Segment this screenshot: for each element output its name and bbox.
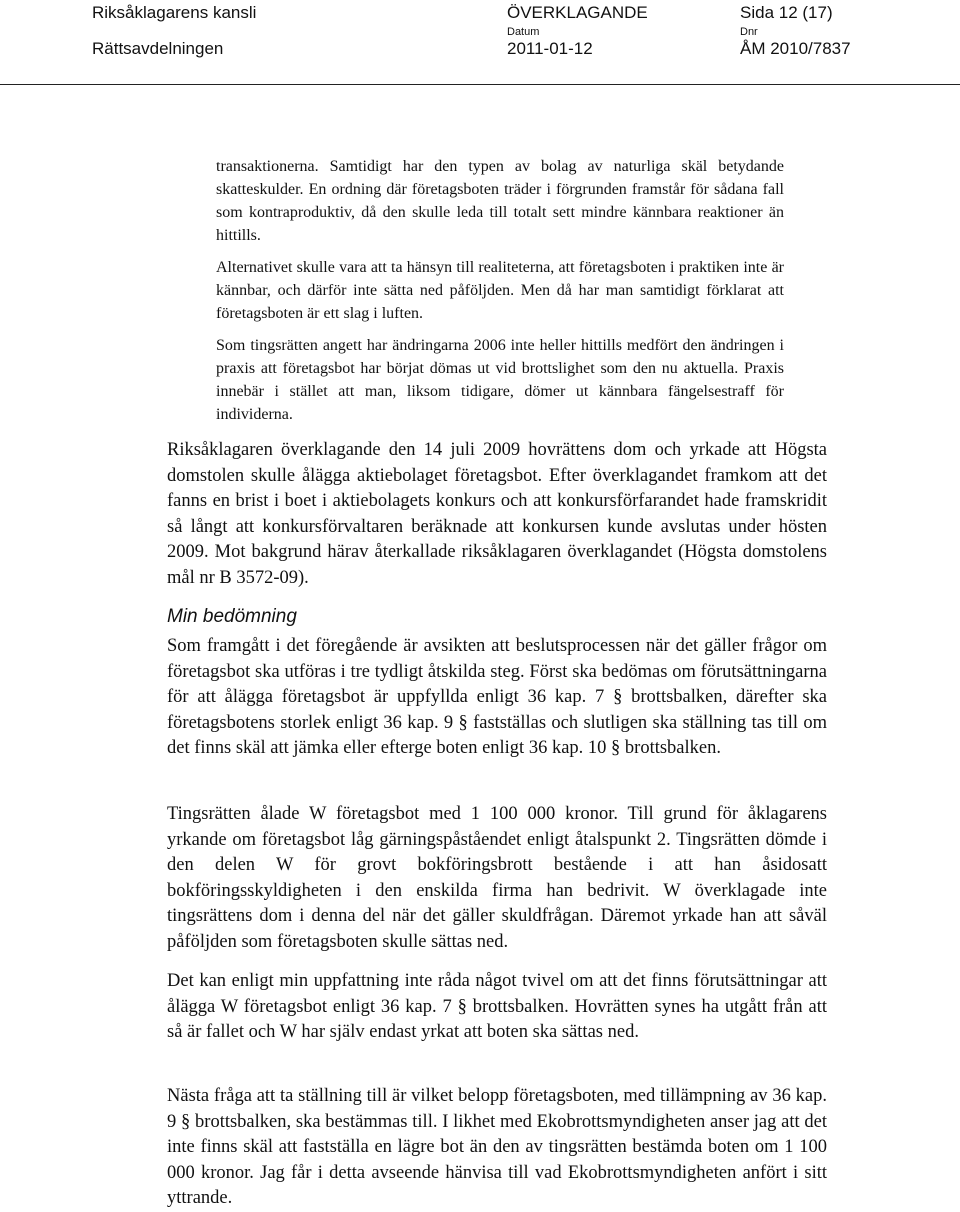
quote-paragraph-3: Som tingsrätten angett har ändringarna 2006 inte heller hittills medfört den ändringen i praxis att företagsbot har börjat dömas ut vid brottslighet som den nu aktuella. Praxis innebär i stället att man, liksom tidigare, dömer ut kännbara fängelsestraff för individerna. — [216, 337, 784, 423]
dnr-value: ÅM 2010/7837 — [740, 39, 851, 58]
body-paragraph-3: Tingsrätten ålade W företagsbot med 1 100 000 kronor. Till grund för åklagarens yrkande om företagsbot låg gärningspåståendet enligt åtalspunkt 2. Tingsrätten dömde i den delen W för grovt bokföringsbrott bestående i att han åsidosatt bokföringsskyldigheten i den enskilda firma han bedrivit. W överklagade inte tingsrättens dom i denna del när det gäller skuldfrågan. Däremot yrkade han att såväl påföljden som företagsboten skulle sättas ned. — [167, 804, 827, 952]
page-number: Sida 12 (17) — [740, 3, 833, 22]
body-paragraph-5: Nästa fråga att ta ställning till är vilket belopp företagsboten, med tillämpning av 36 kap. 9 § brottsbalken, ska bestämmas till. I likhet med Ekobrottsmyndigheten anser jag att det inte finns skäl att fastställa en lägre bot än den av tingsrätten bestämda boten om 1 100 000 kronor. Jag får i detta avseende hänvisa till vad Ekobrottsmyndigheten anfört i sitt yttrande. — [167, 1086, 827, 1209]
body-paragraph-1: Riksåklagaren överklagande den 14 juli 2009 hovrättens dom och yrkade att Högsta domstolen skulle ålägga aktiebolaget företagsbot. Efter överklagandet framkom att det fanns en brist i boet i aktiebolagets konkurs och att konkursförfarandet hade framskridit så långt att konkursförvaltaren beräknade att konkursen kunde avslutas under hösten 2009. Mot bakgrund härav återkallade riksåklagaren överklagandet (Högsta domstolens mål nr B 3572-09). — [167, 440, 827, 588]
quote-paragraph-2: Alternativet skulle vara att ta hänsyn till realiteterna, att företagsboten i praktiken inte är kännbar, och därför inte sätta ned påföljden. Men då har man samtidigt förklarat att företagsboten är ett slag i luften. — [216, 259, 784, 322]
org-name: Riksåklagarens kansli — [92, 3, 257, 22]
document-type: ÖVERKLAGANDE — [507, 3, 648, 22]
body-paragraph-2: Som framgått i det föregående är avsikten att beslutsprocessen när det gäller frågor om företagsbot ska utföras i tre tydligt åtskilda steg. Först ska bedömas om förutsättningarna för att ålägga företagsbot är uppfyllda enligt 36 kap. 7 § brottsbalken, därefter ska företagsbotens storlek enligt 36 kap. 9 § fastställas och slutligen ska ställning tas till om det finns skäl att jämka eller efterge boten enligt 36 kap. 10 § brottsbalken. — [167, 636, 827, 759]
quote-paragraph-1: transaktionerna. Samtidigt har den typen av bolag av naturliga skäl betydande skatteskulder. En ordning där företagsboten träder i förgrunden framstår för sådana fall som kontraproduktiv, då den skulle leda till totalt sett mindre kännbara reaktioner än hittills. — [216, 158, 784, 244]
date-value: 2011-01-12 — [507, 39, 593, 58]
header-divider — [0, 84, 960, 85]
dnr-label: Dnr — [740, 26, 758, 38]
section-heading: Min bedömning — [167, 606, 297, 627]
department-name: Rättsavdelningen — [92, 39, 224, 58]
page-header — [0, 0, 960, 90]
date-label: Datum — [507, 26, 540, 38]
body-paragraph-4: Det kan enligt min uppfattning inte råda något tvivel om att det finns förutsättningar att ålägga W företagsbot enligt 36 kap. 7 § brottsbalken. Hovrätten synes ha utgått från att så är fallet och W har själv endast yrkat att boten ska sättas ned. — [167, 971, 827, 1043]
